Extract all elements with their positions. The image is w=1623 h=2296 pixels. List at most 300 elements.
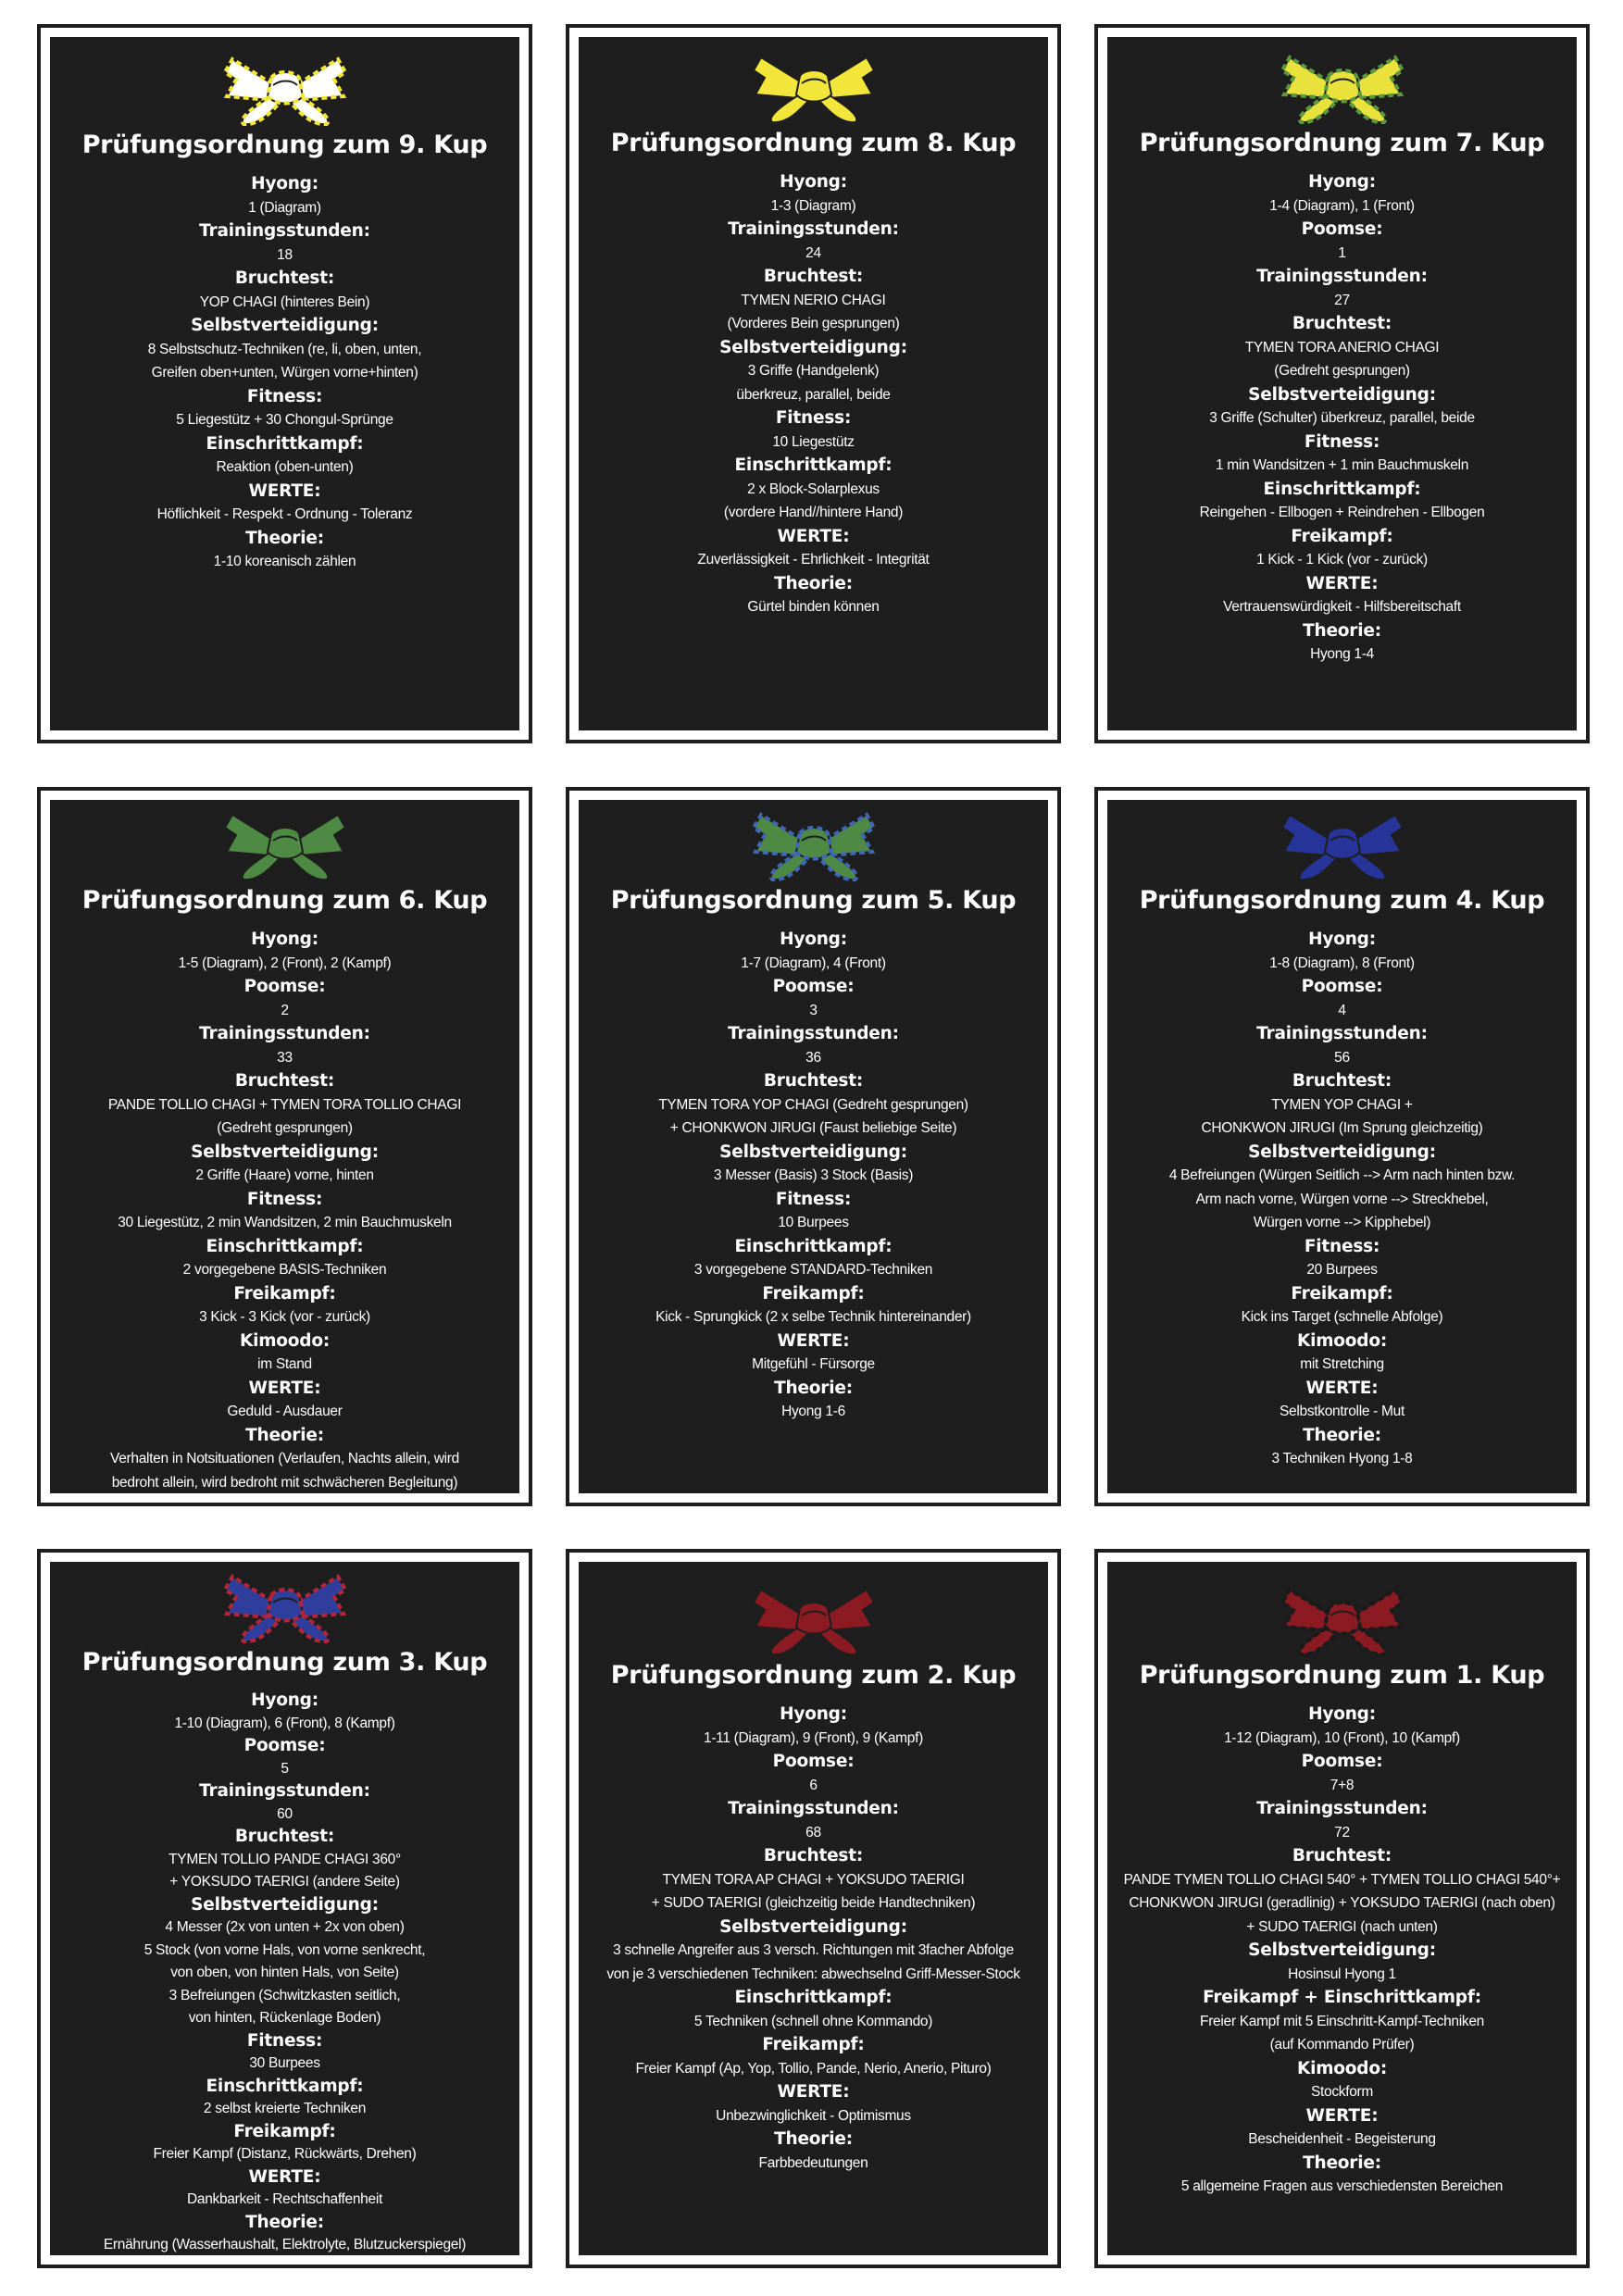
requirement-label: Fitness: [246, 2030, 323, 2051]
requirement-value: 33 [277, 1049, 293, 1066]
requirement-value: 56 [1334, 1049, 1350, 1066]
requirement-label: Fitness: [775, 408, 852, 428]
requirement-label: Freikampf: [1291, 1283, 1393, 1304]
requirement-section [50, 1894, 519, 2030]
requirement-value: 24 [805, 244, 821, 261]
requirement-label: Trainingsstunden: [728, 219, 899, 239]
requirement-label: Bruchtest: [234, 1071, 335, 1091]
exam-card-panel [579, 1562, 1048, 2255]
requirement-section [579, 406, 1048, 454]
requirement-section [50, 267, 519, 314]
requirement-value: + CHONKWON JIRUGI (Faust beliebige Seite) [669, 1120, 957, 1136]
requirement-label: Freikampf: [1291, 526, 1393, 546]
requirement-section [579, 1377, 1048, 1424]
requirement-value: von oben, von hinten Hals, von Seite) [170, 1965, 399, 1980]
requirement-section [50, 1329, 519, 1377]
requirement-value: Freier Kampf mit 5 Einschritt-Kampf-Techniken [1200, 2013, 1484, 2029]
requirement-label: Fitness: [775, 1189, 852, 1209]
requirement-label: Hyong: [1308, 172, 1376, 192]
requirement-label: Theorie: [245, 2212, 324, 2232]
requirement-label: Selbstverteidigung: [1248, 1940, 1436, 1960]
requirement-value: Vertrauenswürdigkeit - Hilfsbereitschaft [1223, 599, 1461, 615]
requirement-label: Einschrittkampf: [206, 1236, 364, 1256]
requirement-label: Selbstverteidigung: [191, 316, 379, 335]
requirement-label: Hyong: [251, 1691, 318, 1710]
requirement-label: Theorie: [1303, 1425, 1381, 1445]
requirement-value: 3 Messer (Basis) 3 Stock (Basis) [713, 1167, 914, 1183]
requirement-value: YOP CHAGI (hinteres Bein) [199, 293, 370, 310]
requirement-label: Fitness: [1304, 1236, 1380, 1256]
requirement-label: Kimoodo: [1296, 1330, 1388, 1351]
card-requirements [579, 1703, 1048, 2175]
requirement-value: 1-10 (Diagram), 6 (Front), 8 (Kampf) [174, 1715, 395, 1731]
requirement-section [50, 172, 519, 219]
requirement-label: Poomse: [772, 977, 855, 996]
requirement-value: 3 schnelle Angreifer aus 3 versch. Richtungen mit 3facher Abfolge [613, 1942, 1014, 1958]
requirement-section [1107, 170, 1577, 218]
requirement-label: Einschrittkampf: [1263, 479, 1421, 499]
requirement-section [50, 480, 519, 527]
requirement-label: Trainingsstunden: [199, 221, 370, 241]
requirement-value: 3 Befreiungen (Schwitzkasten seitlich, [169, 1987, 401, 2003]
requirement-value: 10 Liegestütz [772, 433, 855, 450]
card-title: Prüfungsordnung zum 5. Kup [610, 886, 1017, 915]
card-requirements [1107, 1703, 1577, 2199]
requirement-value: 1-7 (Diagram), 4 (Front) [741, 955, 886, 971]
requirement-label: Bruchtest: [763, 267, 864, 286]
requirement-section [579, 572, 1048, 619]
requirement-label: Selbstverteidigung: [1248, 1142, 1436, 1162]
requirement-value: Höflichkeit - Respekt - Ordnung - Toleranz [156, 506, 413, 522]
requirement-section [50, 1188, 519, 1235]
requirement-label: Einschrittkampf: [734, 1988, 893, 2007]
requirement-value: 72 [1334, 1824, 1350, 1841]
requirement-value: 1-5 (Diagram), 2 (Front), 2 (Kampf) [178, 955, 392, 971]
requirement-value: Ernährung (Wasserhaushalt, Elektrolyte, Blutzuckerspiegel) [103, 2237, 467, 2252]
requirement-section [1107, 1424, 1577, 1471]
requirement-label: Theorie: [1303, 620, 1381, 641]
requirement-label: Poomse: [1301, 219, 1383, 239]
requirement-value: 2 Griffe (Haare) vorne, hinten [195, 1167, 374, 1183]
requirement-label: Bruchtest: [763, 1071, 864, 1091]
requirement-value: Mitgefühl - Fürsorge [752, 1356, 875, 1372]
requirement-section [1107, 1022, 1577, 1069]
requirement-value: 27 [1334, 292, 1350, 308]
card-title: Prüfungsordnung zum 6. Kup [81, 886, 488, 915]
requirement-label: Selbstverteidigung: [719, 1142, 907, 1162]
requirement-value: 3 vorgegebene STANDARD-Techniken [693, 1262, 933, 1278]
exam-card-panel [50, 37, 519, 730]
requirement-value: 1 (Diagram) [248, 199, 321, 216]
requirement-label: Hyong: [780, 930, 847, 949]
requirement-section [1107, 1282, 1577, 1329]
requirement-section [579, 1022, 1048, 1069]
requirement-value: 1 min Wandsitzen + 1 min Bauchmuskeln [1215, 457, 1469, 473]
requirement-value: mit Stretching [1300, 1356, 1384, 1372]
requirement-label: Kimoodo: [1296, 2058, 1388, 2078]
requirement-label: Theorie: [245, 528, 324, 548]
requirement-section [1107, 430, 1577, 478]
requirement-value: 2 x Block-Solarplexus [747, 480, 880, 497]
requirement-value: 4 Befreiungen (Würgen Seitlich --> Arm nach hinten bzw. [1168, 1167, 1516, 1183]
requirement-section [50, 2121, 519, 2166]
requirement-value: 5 Techniken (schnell ohne Kommando) [693, 2013, 933, 2029]
requirement-section [50, 1826, 519, 1894]
requirement-label: Bruchtest: [1292, 1846, 1392, 1866]
requirement-section [50, 1377, 519, 1424]
requirement-section [1107, 1986, 1577, 2057]
requirement-section [1107, 1703, 1577, 1750]
requirement-value: 1-4 (Diagram), 1 (Front) [1269, 197, 1415, 214]
requirement-value: 20 Burpees [1306, 1262, 1378, 1278]
requirement-section [50, 2212, 519, 2256]
exam-card [566, 24, 1061, 743]
requirement-section [579, 454, 1048, 525]
requirement-section [579, 1235, 1048, 1282]
requirement-value: 18 [277, 246, 293, 263]
requirement-section [579, 975, 1048, 1022]
requirement-value: 5 Liegestütz + 30 Chongul-Sprünge [176, 412, 393, 428]
card-requirements [50, 172, 519, 574]
requirement-value: 1-8 (Diagram), 8 (Front) [1269, 955, 1415, 971]
requirement-section [579, 1986, 1048, 2033]
requirement-section [1107, 975, 1577, 1022]
requirement-section [1107, 1069, 1577, 1141]
requirement-section [1107, 2152, 1577, 2199]
requirement-value: (Gedreht gesprungen) [1274, 363, 1410, 379]
requirement-section [579, 1069, 1048, 1141]
requirement-label: Selbstverteidigung: [1248, 384, 1436, 405]
requirement-value: 3 Griffe (Schulter) überkreuz, parallel, beide [1209, 410, 1475, 426]
requirement-value: Kick ins Target (schnelle Abfolge) [1241, 1309, 1443, 1325]
requirement-label: Fitness: [246, 1189, 323, 1209]
requirement-label: Theorie: [245, 1425, 324, 1445]
requirement-section [50, 432, 519, 480]
requirement-label: Selbstverteidigung: [719, 337, 907, 357]
card-requirements [1107, 928, 1577, 1471]
requirement-section [579, 1282, 1048, 1329]
requirement-section [50, 2166, 519, 2212]
requirement-section [50, 1780, 519, 1826]
requirement-value: von hinten, Rückenlage Boden) [188, 2010, 381, 2026]
exam-card-panel [579, 37, 1048, 730]
requirement-section [1107, 1329, 1577, 1377]
requirement-section [50, 1690, 519, 1735]
requirement-section [1107, 928, 1577, 975]
card-title: Prüfungsordnung zum 7. Kup [1139, 129, 1545, 157]
requirement-section [50, 1022, 519, 1069]
belt-icon [1107, 807, 1577, 881]
requirement-label: Theorie: [774, 1378, 853, 1398]
requirement-label: Freikampf + Einschrittkampf: [1203, 1988, 1481, 2007]
requirement-label: Selbstverteidigung: [719, 1916, 907, 1937]
requirement-value: 4 Messer (2x von unten + 2x von oben) [165, 1919, 405, 1935]
requirement-value: Stockform [1310, 2084, 1374, 2100]
exam-card-panel [1107, 1562, 1577, 2255]
requirement-value: Reingehen - Ellbogen + Reindrehen - Ellbogen [1199, 505, 1485, 520]
requirement-label: WERTE: [777, 2082, 850, 2102]
requirement-section [1107, 1797, 1577, 1844]
requirement-value: 5 allgemeine Fragen aus verschiedensten Bereichen [1180, 2178, 1504, 2194]
requirement-value: TYMEN TORA AP CHAGI + YOKSUDO TAERIGI [662, 1871, 965, 1888]
card-requirements [50, 1690, 519, 2255]
requirement-value: TYMEN NERIO CHAGI [741, 292, 886, 308]
card-requirements [1107, 170, 1577, 667]
exam-card [37, 1549, 532, 2268]
requirement-value: 5 Stock (von vorne Hals, von vorne senkrecht, [144, 1941, 426, 1958]
requirement-section [1107, 2057, 1577, 2104]
requirement-label: WERTE: [777, 1330, 850, 1351]
requirement-section [579, 928, 1048, 975]
requirement-label: Trainingsstunden: [728, 1024, 899, 1043]
requirement-section [50, 314, 519, 385]
belt-icon [579, 1582, 1048, 1656]
requirement-section [579, 336, 1048, 407]
exam-card [37, 24, 532, 743]
requirement-section [50, 527, 519, 574]
requirement-section [579, 525, 1048, 572]
requirement-label: Bruchtest: [1292, 314, 1392, 333]
requirement-section [1107, 1844, 1577, 1939]
requirement-section [1107, 478, 1577, 525]
requirement-value: 1 Kick - 1 Kick (vor - zurück) [1256, 552, 1428, 568]
exam-card-panel [1107, 37, 1577, 730]
requirement-section [50, 928, 519, 975]
requirement-value: (vordere Hand//hintere Hand) [723, 505, 904, 520]
requirement-value: 1-3 (Diagram) [770, 197, 856, 214]
exam-card-panel [1107, 800, 1577, 1493]
requirement-label: Hyong: [251, 930, 318, 949]
requirement-section [50, 219, 519, 267]
card-requirements [579, 928, 1048, 1424]
requirement-label: Poomse: [1301, 977, 1383, 996]
requirement-value: von je 3 verschiedenen Techniken: abwechselnd Griff-Messer-Stock [606, 1965, 1020, 1982]
requirement-value: 3 [809, 1002, 818, 1018]
requirement-label: Hyong: [1308, 930, 1376, 949]
requirement-section [579, 1750, 1048, 1797]
requirement-label: Freikampf: [233, 2121, 336, 2141]
requirement-value: 1-10 koreanisch zählen [213, 554, 356, 569]
requirement-label: Selbstverteidigung: [191, 1894, 379, 1915]
requirement-section [50, 385, 519, 432]
requirement-value: CHONKWON JIRUGI (geradlinig) + YOKSUDO TAERIGI (nach oben) [1129, 1895, 1555, 1911]
requirement-value: Reaktion (oben-unten) [216, 459, 354, 475]
requirement-value: Unbezwinglichkeit - Optimismus [716, 2107, 911, 2124]
requirement-section [50, 1069, 519, 1141]
requirement-label: WERTE: [248, 1378, 321, 1398]
requirement-section [579, 218, 1048, 265]
belt-icon [50, 52, 519, 126]
requirement-value: 1 [1338, 244, 1346, 261]
requirement-value: TYMEN TORA YOP CHAGI (Gedreht gesprungen) [658, 1096, 968, 1113]
requirement-label: Hyong: [780, 172, 847, 192]
requirement-value: 68 [805, 1824, 821, 1841]
requirement-value: TYMEN TORA ANERIO CHAGI [1244, 339, 1440, 356]
requirement-section [50, 1735, 519, 1780]
requirement-label: Einschrittkampf: [734, 1236, 893, 1256]
requirement-label: WERTE: [1305, 1378, 1379, 1398]
requirement-value: Hyong 1-6 [781, 1404, 845, 1419]
requirement-label: Freikampf: [762, 1283, 865, 1304]
requirement-label: Trainingsstunden: [199, 1781, 370, 1801]
requirement-value: im Stand [257, 1356, 312, 1372]
requirement-label: Freikampf: [233, 1283, 336, 1304]
requirement-label: Poomse: [243, 977, 326, 996]
requirement-value: Würgen vorne --> Kipphebel) [1253, 1215, 1431, 1230]
requirement-value: (auf Kommando Prüfer) [1269, 2037, 1415, 2053]
requirement-section [1107, 265, 1577, 312]
requirement-value: TYMEN TOLLIO PANDE CHAGI 360° [169, 1851, 401, 1867]
requirement-value: 5 [281, 1760, 289, 1777]
requirement-section [1107, 572, 1577, 619]
requirement-value: 36 [805, 1049, 821, 1066]
requirement-section [50, 1282, 519, 1329]
requirement-label: WERTE: [1305, 2105, 1379, 2126]
requirement-value: Arm nach vorne, Würgen vorne --> Streckhebel, [1195, 1191, 1489, 1207]
belt-icon [50, 1569, 519, 1643]
requirement-section [1107, 525, 1577, 572]
requirement-label: Einschrittkampf: [206, 2076, 364, 2096]
requirement-value: 2 selbst kreierte Techniken [203, 2101, 367, 2116]
requirement-label: Bruchtest: [234, 268, 335, 288]
requirement-label: Hyong: [780, 1704, 847, 1724]
requirement-value: + SUDO TAERIGI (nach unten) [1246, 1918, 1438, 1935]
requirement-label: Trainingsstunden: [1256, 1799, 1428, 1818]
requirement-value: Freier Kampf (Distanz, Rückwärts, Drehen) [153, 2146, 417, 2162]
requirement-section [579, 1844, 1048, 1915]
exam-card-panel [50, 800, 519, 1493]
requirement-value: Greifen oben+unten, Würgen vorne+hinten) [151, 365, 418, 381]
requirement-section [1107, 619, 1577, 667]
card-requirements [50, 928, 519, 1493]
requirement-label: Theorie: [774, 573, 853, 593]
requirement-value: 10 Burpees [778, 1215, 849, 1230]
requirement-section [50, 1141, 519, 1188]
requirement-value: 30 Burpees [249, 2055, 320, 2071]
requirement-value: (Vorderes Bein gesprungen) [727, 316, 900, 331]
belt-icon [50, 807, 519, 881]
requirement-value: CHONKWON JIRUGI (Im Sprung gleichzeitig) [1201, 1120, 1483, 1136]
exam-card [37, 787, 532, 1506]
requirement-value: Dankbarkeit - Rechtschaffenheit [187, 2191, 382, 2207]
requirement-section [1107, 2104, 1577, 2152]
requirement-label: Fitness: [246, 386, 323, 406]
requirement-value: Farbbedeutungen [758, 2154, 868, 2171]
requirement-label: Einschrittkampf: [734, 455, 893, 475]
requirement-value: Gürtel binden können [747, 599, 880, 615]
requirement-section [1107, 383, 1577, 430]
exam-card [1094, 1549, 1590, 2268]
requirement-value: + YOKSUDO TAERIGI (andere Seite) [169, 1874, 400, 1890]
belt-icon [579, 807, 1048, 881]
requirement-label: Fitness: [1304, 431, 1380, 452]
card-title: Prüfungsordnung zum 3. Kup [81, 1648, 488, 1677]
requirement-label: Poomse: [772, 1752, 855, 1771]
requirement-label: Bruchtest: [234, 1827, 335, 1846]
card-title: Prüfungsordnung zum 2. Kup [610, 1661, 1017, 1690]
requirement-section [1107, 1939, 1577, 1986]
requirement-value: Selbstkontrolle - Mut [1280, 1404, 1405, 1419]
requirement-section [579, 2080, 1048, 2128]
requirement-label: Theorie: [1303, 2152, 1381, 2173]
requirement-value: (Gedreht gesprungen) [217, 1120, 353, 1136]
requirement-section [1107, 1235, 1577, 1282]
belt-icon [579, 50, 1048, 124]
requirement-value: Bescheidenheit - Begeisterung [1248, 2131, 1436, 2147]
requirement-value: überkreuz, parallel, beide [736, 386, 891, 403]
requirement-label: Freikampf: [762, 2035, 865, 2054]
requirement-section [50, 2030, 519, 2076]
requirement-label: WERTE: [777, 526, 850, 546]
exam-card [566, 1549, 1061, 2268]
requirement-section [579, 170, 1048, 218]
requirement-section [579, 265, 1048, 336]
requirement-value: Hyong 1-4 [1310, 646, 1374, 662]
requirement-value: 2 [281, 1002, 289, 1018]
exam-card [566, 787, 1061, 1506]
requirement-section [579, 2033, 1048, 2080]
requirement-value: 3 Techniken Hyong 1-8 [1271, 1451, 1413, 1466]
requirement-value: 3 Kick - 3 Kick (vor - zurück) [199, 1309, 370, 1325]
requirement-value: 2 vorgegebene BASIS-Techniken [182, 1262, 387, 1278]
requirement-label: Hyong: [1308, 1704, 1376, 1724]
requirement-label: WERTE: [1305, 573, 1379, 593]
requirement-section [1107, 218, 1577, 265]
card-title: Prüfungsordnung zum 9. Kup [81, 131, 488, 159]
requirement-value: 60 [277, 1805, 293, 1822]
requirement-value: Freier Kampf (Ap, Yop, Tollio, Pande, Nerio, Anerio, Pituro) [635, 2060, 992, 2077]
requirement-section [579, 2128, 1048, 2175]
requirement-value: PANDE TYMEN TOLLIO CHAGI 540° + TYMEN TOLLIO CHAGI 540°+ [1123, 1871, 1561, 1888]
exam-card-panel [50, 1562, 519, 2255]
card-requirements [579, 170, 1048, 619]
requirement-value: Geduld - Ausdauer [227, 1404, 343, 1419]
requirement-section [1107, 1141, 1577, 1235]
requirement-value: Zuverlässigkeit - Ehrlichkeit - Integrität [697, 552, 930, 568]
requirement-section [579, 1188, 1048, 1235]
requirement-label: Trainingsstunden: [1256, 267, 1428, 286]
requirement-value: 6 [809, 1777, 818, 1793]
requirement-label: Poomse: [243, 1736, 326, 1755]
requirement-value: 1-11 (Diagram), 9 (Front), 9 (Kampf) [704, 1729, 923, 1746]
belt-icon [1107, 50, 1577, 124]
requirement-section [1107, 312, 1577, 383]
belt-icon [1107, 1582, 1577, 1656]
requirement-value: 3 Griffe (Handgelenk) [747, 363, 880, 379]
requirement-value: 7+8 [1330, 1777, 1355, 1793]
requirement-value: 30 Liegestütz, 2 min Wandsitzen, 2 min Bauchmuskeln [118, 1215, 452, 1230]
requirement-value: + SUDO TAERIGI (gleichzeitig beide Handtechniken) [651, 1895, 976, 1911]
requirement-section [1107, 1750, 1577, 1797]
requirement-label: Trainingsstunden: [1256, 1024, 1428, 1043]
requirement-label: Bruchtest: [763, 1846, 864, 1866]
requirement-section [579, 1797, 1048, 1844]
requirement-label: WERTE: [248, 2166, 321, 2187]
requirement-label: Poomse: [1301, 1752, 1383, 1771]
requirement-value: PANDE TOLLIO CHAGI + TYMEN TORA TOLLIO CHAGI [107, 1096, 462, 1113]
requirement-label: Trainingsstunden: [728, 1799, 899, 1818]
requirement-label: Theorie: [774, 2129, 853, 2149]
requirement-section [579, 1915, 1048, 1987]
requirement-label: Trainingsstunden: [199, 1024, 370, 1043]
requirement-label: Einschrittkampf: [206, 433, 364, 454]
exam-card [1094, 24, 1590, 743]
card-title: Prüfungsordnung zum 8. Kup [610, 129, 1017, 157]
requirement-section [579, 1703, 1048, 1750]
requirement-section [579, 1329, 1048, 1377]
requirement-label: Hyong: [251, 174, 318, 193]
requirement-value: Hosinsul Hyong 1 [1288, 1965, 1396, 1982]
